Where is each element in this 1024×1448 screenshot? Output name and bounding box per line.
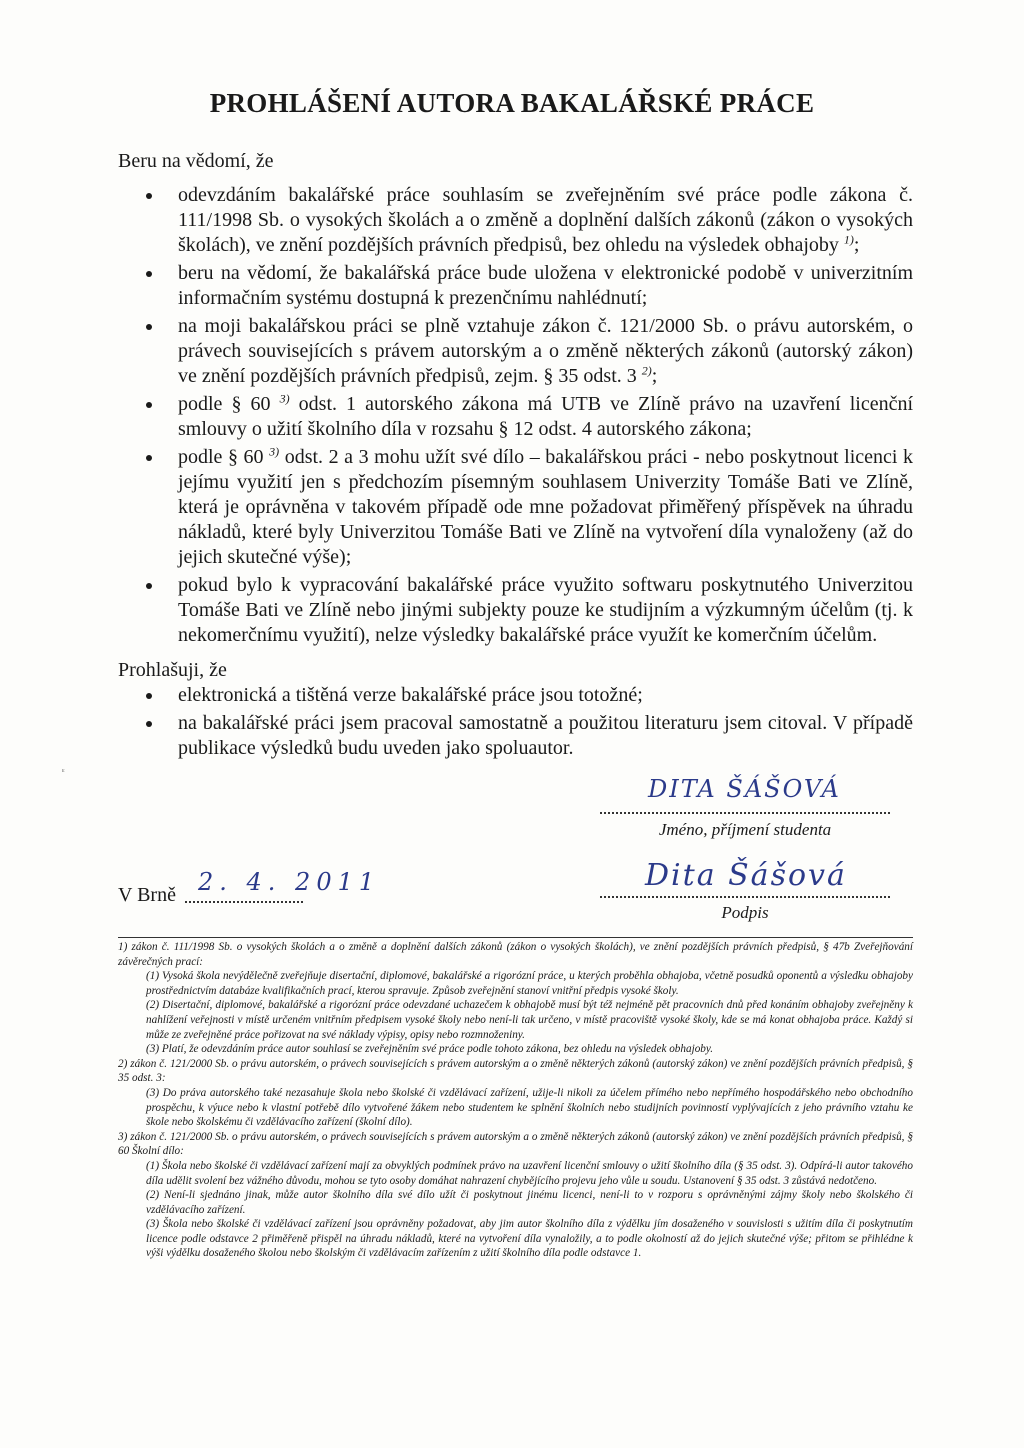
bullet-icon: [146, 693, 152, 699]
list-item: na bakalářské práci jsem pracoval samostatně a použitou literaturu jsem citoval. V případě publikace výsledků budu uveden jako spoluautor.: [118, 711, 913, 761]
handwritten-date: 2. 4. 2011: [198, 868, 381, 896]
name-label: Jméno, příjmení studenta: [658, 820, 832, 839]
footnote-ref: 3): [279, 391, 290, 406]
list-item: beru na vědomí, že bakalářská práce bude uložena v elektronické podobě v univerzitním informačním systému dostupná k prezenčnímu nahlédnutí;: [118, 261, 913, 311]
declare-text: Prohlašuji, že: [118, 659, 227, 681]
acknowledgement-list: [118, 183, 913, 651]
footnotes: [118, 940, 913, 1261]
intro-text: Beru na vědomí, že: [118, 150, 274, 172]
list-item: pokud bylo k vypracování bakalářské práce využito softwaru poskytnutého Univerzitou Tomáše Bati ve Zlíně nebo jinými subjekty pouze ke studijním a výzkumným účelům (tj. k nekomerčnímu využití), nelze výsledky bakalářské práce využít ke komerčním účelům.: [118, 573, 913, 648]
document-title: PROHLÁŠENÍ AUTORA BAKALÁŘSKÉ PRÁCE: [209, 88, 815, 118]
footnote: 1) zákon č. 111/1998 Sb. o vysokých školách a o změně a doplnění dalších zákonů (zákon o vysokých školách), ve znění pozdějších právních předpisů, § 47b Zveřejňování závěrečných prací:: [118, 941, 913, 968]
footnote: (2) Disertační, diplomové, bakalářské a rigorózní práce odevzdané uchazečem k obhajobě musí být též nejméně pět pracovních dnů před konáním obhajoby zveřejněny k nahlížení veřejnosti v místě určeném vnitřním předpisem vysoké školy nebo není-li tak určeno, v místě pracoviště vysoké školy, kde se má konat obhajoba práce. Každý si může ze zveřejněné práce pořizovat na své náklady výpisy, opisy nebo rozmnoženiny.: [146, 999, 913, 1041]
declaration-list: [118, 683, 913, 764]
list-item: podle § 60 $^{3)}$ odst. 1 autorského zákona má UTB ve Zlíně právo na uzavření licenční smlouvy o užití školního díla v rozsahu § 12 odst. 4 autorského zákona;: [118, 392, 913, 442]
handwritten-signature: Dita Šášová: [645, 858, 847, 893]
bullet-icon: [146, 193, 152, 199]
footnote-ref: 2): [641, 363, 652, 378]
footnote: (2) Není-li sjednáno jinak, může autor školního díla své dílo užít či poskytnout jinému licenci, není-li to v rozporu s oprávněnými zájmy školy nebo školského či vzdělávacího zařízení.: [146, 1189, 913, 1216]
bullet-icon: [146, 455, 152, 461]
footnote: (3) Škola nebo školské či vzdělávací zařízení jsou oprávněny požadovat, aby jim autor školního díla z výdělku jím dosaženého v souvislosti s užitím díla či poskytnutím licence podle odstavce 2 přiměřeně přispěl na úhradu nákladů, které na vytvoření díla vynaložily, a to podle okolností až do jejich skutečné výše; přitom se přihlédne k výši výdělku dosaženého školou nebo školským či vzdělávacím zařízením z užití školního díla podle odstavce 1.: [146, 1218, 913, 1260]
place-label: V Brně: [118, 884, 176, 906]
bullet-icon: [146, 402, 152, 408]
footnote: 2) zákon č. 121/2000 Sb. o právu autorském, o právech souvisejících s právem autorským a o změně některých zákonů (autorský zákon) ve znění pozdějších právních předpisů, § 35 odst. 3:: [118, 1057, 913, 1085]
date-dotted-line: [185, 901, 303, 903]
footnote-separator: [118, 937, 913, 938]
footnote: (1) Škola nebo školské či vzdělávací zařízení mají za obvyklých podmínek právo na uzavření licenční smlouvy o užití školního díla (§ 35 odst. 3). Odpírá-li autor takového díla udělit svolení bez vážného důvodu, mohou se tyto osoby domáhat nahrazení chybějícího projevu jeho vůle u soudu. Ustanovení § 35 odst. 3 zůstává nedotčeno.: [146, 1159, 913, 1187]
bullet-icon: [146, 721, 152, 727]
bullet-icon: [146, 583, 152, 589]
list-item: na moji bakalářskou práci se plně vztahuje zákon č. 121/2000 Sb. o právu autorském, o právech souvisejících s právem autorským a o změně některých zákonů (autorský zákon) ve znění pozdějších právních předpisů, zejm. § 35 odst. 3 $^{2)}$;: [118, 314, 913, 389]
list-item: odevzdáním bakalářské práce souhlasím se zveřejněním své práce podle zákona č. 111/1998 Sb. o vysokých školách a o změně a doplnění dalších zákonů (zákon o vysokých školách), ve znění pozdějších právních předpisů, bez ohledu na výsledek obhajoby $^{1)}$;: [118, 183, 913, 258]
signature-label: Podpis: [721, 903, 769, 922]
name-dotted-line: [600, 812, 890, 814]
scan-mark: ᵋ: [62, 766, 65, 778]
signature-dotted-line: [600, 896, 890, 898]
list-item: elektronická a tištěná verze bakalářské práce jsou totožné;: [118, 683, 913, 708]
footnote-ref: 1): [843, 232, 854, 247]
footnote: (3) Platí, že odevzdáním práce autor souhlasí se zveřejněním své práce podle tohoto zákona, bez ohledu na výsledek obhajoby.: [146, 1043, 714, 1056]
bullet-icon: [146, 324, 152, 330]
list-item: podle § 60 $^{3)}$ odst. 2 a 3 mohu užít své dílo – bakalářskou práci - nebo poskytnout licenci k jejímu využití jen s předchozím písemným souhlasem Univerzity Tomáše Bati ve Zlíně, která je oprávněna v takovém případě ode mne požadovat přiměřený příspěvek na úhradu nákladů, které byly Univerzitou Tomáše Bati ve Zlíně na vytvoření díla vynaloženy (až do jejich skutečné výše);: [118, 445, 913, 570]
footnote: (3) Do práva autorského také nezasahuje škola nebo školské či vzdělávací zařízení, užije-li nikoli za účelem přímého nebo nepřímého hospodářského nebo obchodního prospěchu, k výuce nebo k vlastní potřebě dílo vytvořené žákem nebo studentem ke splnění školních nebo studijních povinností vyplývajících z jeho právního vztahu ke škole nebo školskému či vzdělávacího zařízení (školní dílo).: [146, 1086, 913, 1129]
footnote: (1) Vysoká škola nevýdělečně zveřejňuje disertační, diplomové, bakalářské a rigorózní práce, u kterých proběhla obhajoba, včetně posudků oponentů a výsledku obhajoby prostřednictvím databáze kvalifikačních prací, kterou spravuje. Způsob zveřejnění stanoví vnitřní předpis vysoké školy.: [146, 970, 913, 997]
footnote-ref: 3): [269, 444, 280, 459]
handwritten-name: DITA ŠÁŠOVÁ: [648, 775, 841, 803]
footnote: 3) zákon č. 121/2000 Sb. o právu autorském, o právech souvisejících s právem autorským a o změně některých zákonů (autorský zákon) ve znění pozdějších právních předpisů, § 60 Školní dílo:: [118, 1130, 913, 1158]
bullet-icon: [146, 271, 152, 277]
